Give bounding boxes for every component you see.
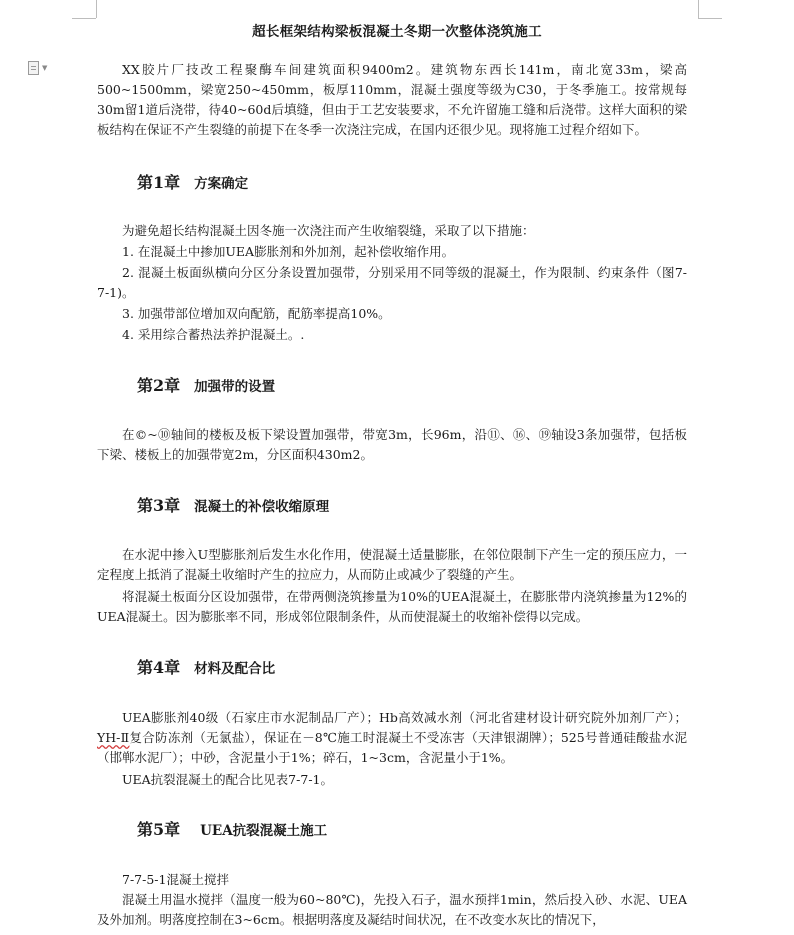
chapter-heading [137, 376, 275, 397]
margin-corner-mark [72, 18, 96, 19]
paragraph: UEA抗裂混凝土的配合比见表7-7-1。 [122, 772, 333, 787]
chapter-number: 第1章 [137, 173, 181, 192]
chapter-number: 第5章 [137, 820, 181, 839]
page-icon [28, 61, 39, 75]
text-run: 复合防冻剂（无氯盐），保证在－8℃施工时混凝土不受冻害（天津银湖牌）；525号普通硅酸盐水泥（邯郸水泥厂）；中砂，含泥量小于1%；碎石，1~3cm，含泥量小于1%。 [97, 730, 688, 765]
paragraph: 混凝土用温水搅拌（温度一般为60~80℃)，先投入石子，温水预拌1min，然后投入砂、水泥、UEA及外加剂。明落度控制在3~6cm。根据明落度及凝结时间状况，在不改变水灰比的情况下， [97, 892, 687, 927]
list-item: 2. 混凝土板面纵横向分区分条设置加强带，分别采用不同等级的混凝土，作为限制、约束条件（图7-7-1)。 [97, 265, 687, 300]
document-title: 超长框架结构梁板混凝土冬期一次整体浇筑施工 [252, 24, 542, 40]
paragraph: 在©~⑩轴间的楼板及板下梁设置加强带，带宽3m，长96m，沿⑪、⑯、⑲轴设3条加强带，包括板下梁、楼板上的加强带宽2m，分区面积430m2。 [97, 427, 687, 462]
chapter-heading [137, 658, 275, 679]
chapter-title: 加强带的设置 [194, 379, 276, 395]
chapter-title: 混凝土的补偿收缩原理 [194, 499, 330, 515]
chapter-number: 第3章 [137, 496, 181, 515]
paragraph: 在水泥中掺入U型膨胀剂后发生水化作用，使混凝土适量膨胀，在邻位限制下产生一定的预压应力，一定程度上抵消了混凝土收缩时产生的拉应力，从而防止或减少了裂缝的产生。 [97, 547, 687, 582]
chapter-title: 方案确定 [194, 176, 249, 192]
intro-paragraph: XX胶片厂技改工程聚酶车间建筑面积9400m2。建筑物东西长141m，南北宽33m，梁高500~1500mm，梁宽250~450mm，板厚110mm，混凝土强度等级为C30，于冬季施工。按常规每30m留1道后浇带，待40~60d后填缝，但由于工艺安装要求，不允许留施工缝和后浇带。这样大面积的梁板结构在保证不产生裂缝的前提下在冬季一次浇注完成，在国内还很少见。现将施工过程介绍如下。 [97, 62, 687, 137]
margin-corner-mark [698, 0, 699, 18]
chapter-heading [137, 820, 327, 841]
margin-corner-mark [698, 18, 722, 19]
document-options-icon[interactable] [28, 60, 58, 76]
list-item: 1. 在混凝土中掺加UEA膨胀剂和外加剂，起补偿收缩作用。 [122, 244, 455, 259]
chevron-down-icon: ▼ [42, 64, 48, 72]
paragraph: 为避免超长结构混凝土因冬施一次浇注而产生收缩裂缝，采取了以下措施： [122, 223, 535, 238]
list-item: 4. 采用综合蓄热法养护混凝土。. [122, 327, 305, 342]
paragraph: 将混凝土板面分区设加强带，在带两侧浇筑掺量为10%的UEA混凝土，在膨胀带内浇筑掺量为12%的UEA混凝土。因为膨胀率不同，形成邻位限制条件，从而使混凝土的收缩补偿得以完成。 [97, 589, 687, 624]
chapter-heading [137, 496, 329, 517]
margin-corner-mark [96, 0, 97, 18]
chapter-number: 第4章 [137, 658, 181, 677]
spellcheck-flagged-text[interactable]: YH-Ⅱ [97, 730, 130, 745]
list-item: 3. 加强带部位增加双向配筋，配筋率提高10%。 [122, 306, 391, 321]
paragraph [97, 708, 687, 768]
subheading: 7-7-5-1混凝土搅拌 [122, 872, 229, 887]
chapter-heading [137, 173, 248, 194]
chapter-number: 第2章 [137, 376, 181, 395]
chapter-title: 材料及配合比 [194, 661, 276, 677]
chapter-title: UEA抗裂混凝土施工 [200, 823, 328, 839]
text-run: UEA膨胀剂40级（石家庄市水泥制品厂产）；Hb高效减水剂（河北省建材设计研究院外加剂厂产）； [122, 710, 687, 725]
